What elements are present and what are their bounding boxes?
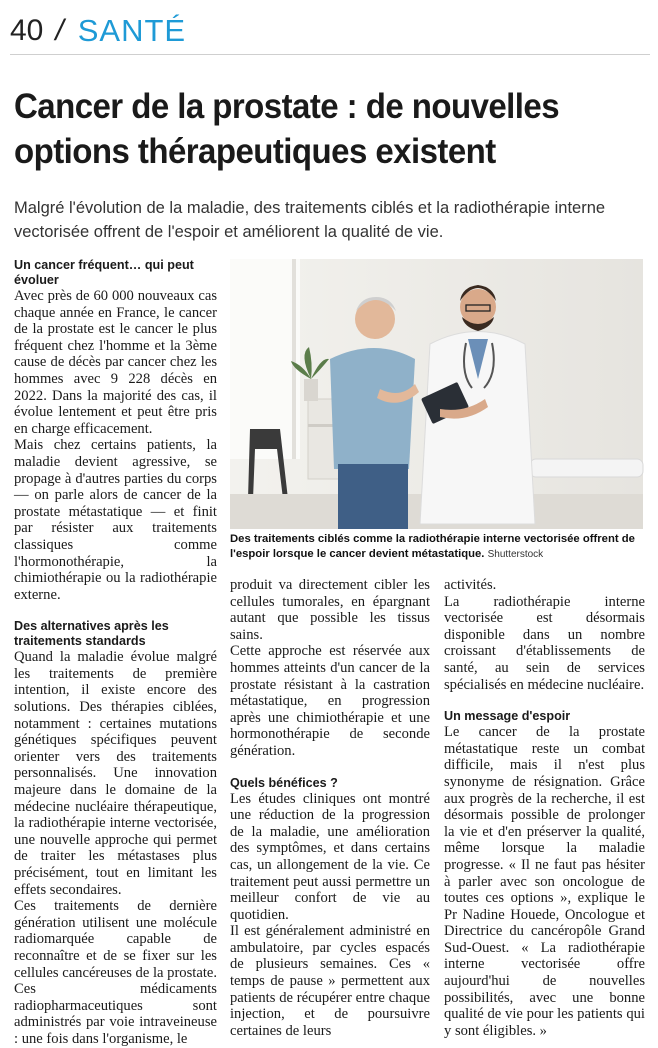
caption-text: Des traitements ciblés comme la radiothérapie interne vectorisée offrent de l'espoir lorsque le cancer devient métastatique.	[230, 533, 635, 560]
photo-credit: Shutterstock	[487, 548, 544, 560]
header-separator: /	[55, 14, 64, 47]
headline-line-2: options thérapeutiques existent	[14, 131, 496, 171]
column-1	[14, 258, 217, 1048]
article-headline	[14, 84, 605, 174]
section-label: SANTÉ	[77, 13, 187, 48]
column-3	[444, 577, 645, 1039]
article-lead: Malgré l'évolution de la maladie, des traitements ciblés et la radiothérapie interne vectorisée offrent de l'espoir et améliorent la qualité de vie.	[14, 199, 606, 241]
subheading-un-cancer-frequent: Un cancer fréquent… qui peut évoluer	[14, 258, 194, 287]
page-header	[10, 10, 186, 52]
subheading-alternatives: Des alternatives après les traitements standards	[14, 619, 169, 649]
paragraph: Le cancer de la prostate métastatique reste un combat difficile, mais il n'est plus synonyme de résignation. Grâce aux progrès de la recherche, il est désormais possible de prolonger la vie et d'en préserver la qualité, même lorsque la maladie progresse. « Il ne faut pas hésiter à parler avec son oncologue de toutes ces options », explique le Pr Nadine Houede, Oncologue et Directrice du cancéropôle Grand Sud-Ouest. « La radiothérapie interne vectorisée offre aujourd'hui de nouvelles possibilités, avec une bonne qualité de vie pour les patients qui y sont éligibles. »	[444, 724, 645, 1039]
column-2	[230, 577, 430, 1039]
paragraph: Les études cliniques ont montré une réduction de la progression de la maladie, une amélioration des symptômes, et dans certains cas, un allongement de la vie. Ce traitement peut aussi permettre un meilleur confort de vie au quotidien.	[230, 790, 430, 923]
paragraph: Mais chez certains patients, la maladie devient agressive, se propage à d'autres parties du corps — on parle alors de cancer de la prostate métastatique — et finit par résister aux traitements classiques comme l'hormonothérapie, la chimiothérapie ou la radiothérapie externe.	[14, 437, 217, 603]
paragraph: produit va directement cibler les cellules tumorales, en épargnant autant que possible les tissus sains.	[230, 577, 430, 643]
subheading-quels-benefices: Quels bénéfices ?	[230, 775, 338, 790]
paragraph: activités.	[444, 577, 497, 593]
paragraph: Il est généralement administré en ambulatoire, par cycles espacés de plusieurs semaines. Ces « temps de pause » permettent aux patients de récupérer entre chaque injection, et de poursuivre certaines de leurs	[230, 923, 430, 1039]
article-photo	[230, 259, 643, 529]
subheading-message-espoir: Un message d'espoir	[444, 709, 571, 724]
header-divider	[10, 54, 650, 55]
paragraph: Cette approche est réservée aux hommes atteints d'un cancer de la prostate résistant à la castration métastatique, en progression après une chimiothérapie et une hormonothérapie de seconde génération.	[230, 643, 430, 759]
page-number: 40	[10, 14, 44, 47]
paragraph: La radiothérapie interne vectorisée est désormais disponible dans un nombre croissant d'établissements de santé, au sein de services spécialisés en médecine nucléaire.	[444, 593, 645, 693]
headline-line-1: Cancer de la prostate : de nouvelles	[14, 86, 560, 126]
paragraph: Quand la maladie évolue malgré les traitements de première intention, il existe encore des solutions. Des thérapies ciblées, notamment : certaines mutations génétiques spécifiques peuvent orienter vers des traitements personnalisés. Une innovation majeure dans le domaine de la médecine nucléaire thérapeutique, la radiothérapie interne vectorisée, une nouvelle approche qui permet de traiter les métastases plus précisément, tout en limitant les effets secondaires.	[14, 649, 217, 898]
paragraph: Avec près de 60 000 nouveaux cas chaque année en France, le cancer de la prostate est le cancer le plus fréquent chez l'homme et la 3ème cause de décès par cancer chez les hommes avec 9 228 décès en 2022. Dans la majorité des cas, il évolue lentement et peut être pris en charge efficacement.	[14, 288, 217, 437]
doctor-patient-illustration	[230, 259, 643, 529]
paragraph: Ces traitements de dernière génération utilisent une molécule radiomarquée capable de reconnaître et de se fixer sur les cellules cancéreuses de la prostate. Ces médicaments radiopharmaceutiques sont administrés par voie intraveineuse : une fois dans l'organisme, le	[14, 898, 217, 1047]
photo-caption	[230, 532, 648, 562]
